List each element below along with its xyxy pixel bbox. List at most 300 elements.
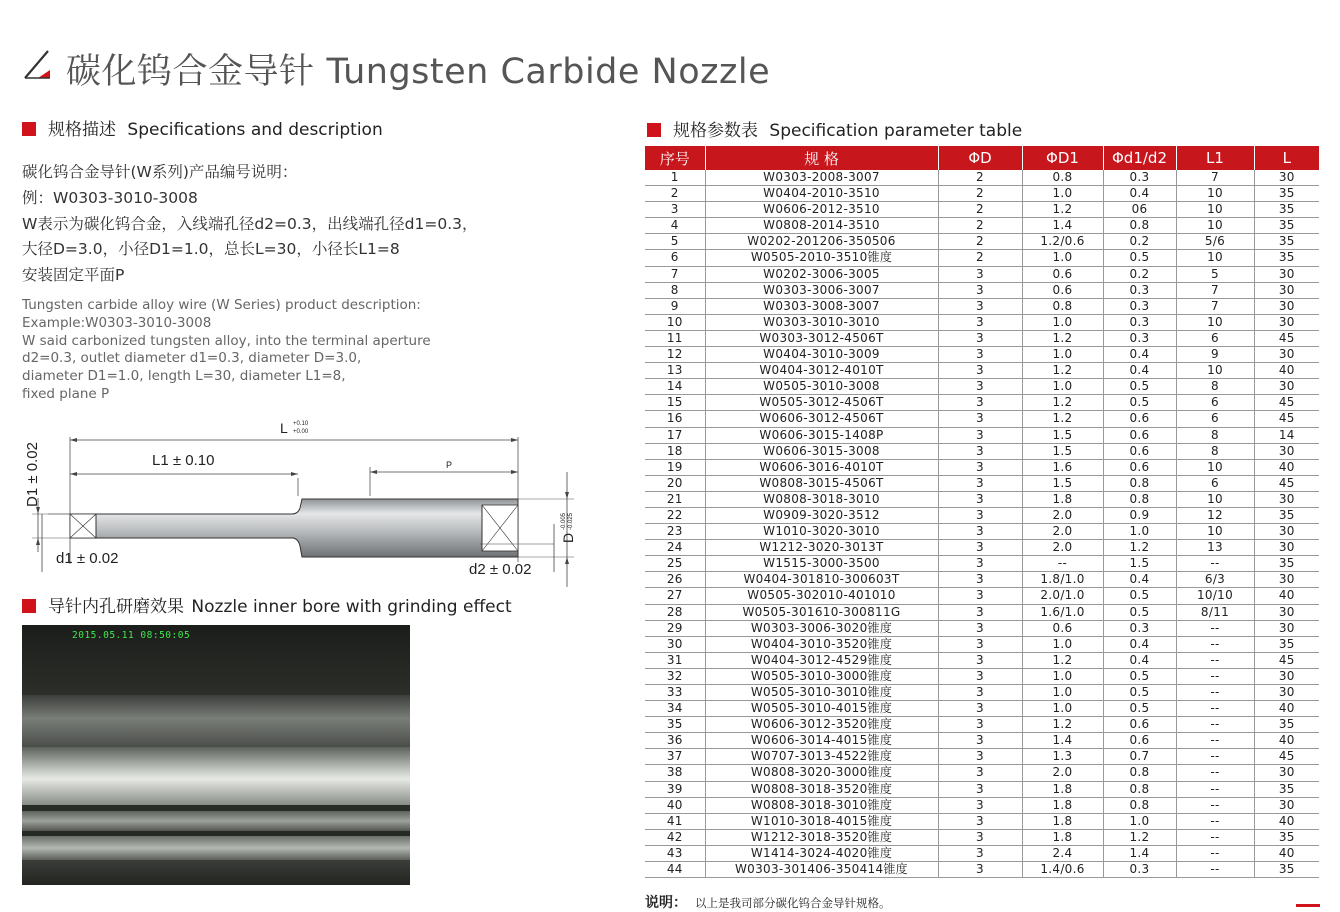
table-cell: 1.0: [1103, 524, 1176, 540]
table-cell: 30: [1254, 314, 1319, 330]
table-cell: 0.4: [1103, 572, 1176, 588]
table-cell: 3: [938, 507, 1022, 523]
table-cell: 0.4: [1103, 347, 1176, 363]
table-cell: W1414-3024-4020锥度: [705, 845, 938, 861]
table-cell: 40: [1254, 733, 1319, 749]
table-cell: 40: [1254, 845, 1319, 861]
table-cell: 18: [645, 443, 705, 459]
table-row: [645, 717, 1319, 733]
table-cell: W0404-3012-4529锥度: [705, 652, 938, 668]
table-cell: 1.6/1.0: [1022, 604, 1103, 620]
table-cell: 2: [938, 250, 1022, 266]
table-cell: 45: [1254, 411, 1319, 427]
table-cell: W0303-2008-3007: [705, 170, 938, 186]
title-logo-icon: [22, 48, 52, 80]
page-title: [66, 44, 770, 94]
table-cell: 1.4: [1022, 218, 1103, 234]
table-cell: 30: [1254, 282, 1319, 298]
table-cell: 0.3: [1103, 330, 1176, 346]
table-cell: W0404-2010-3510: [705, 186, 938, 202]
section-heading-param-table: [647, 116, 1022, 141]
table-row: [645, 733, 1319, 749]
section-heading-cn: 规格参数表: [673, 121, 758, 141]
dim-D-label: D: [560, 532, 576, 543]
table-cell: 0.6: [1103, 733, 1176, 749]
table-cell: 0.3: [1103, 862, 1176, 878]
table-row: [645, 363, 1319, 379]
table-cell: 1.0: [1022, 347, 1103, 363]
table-cell: 2.4: [1022, 845, 1103, 861]
table-cell: 10: [1176, 459, 1254, 475]
table-cell: 39: [645, 781, 705, 797]
table-cell: 38: [645, 765, 705, 781]
table-cell: 0.8: [1103, 797, 1176, 813]
column-header: L1: [1176, 146, 1254, 170]
table-cell: 3: [938, 668, 1022, 684]
table-row: [645, 604, 1319, 620]
table-cell: 2: [938, 218, 1022, 234]
table-cell: 6: [1176, 330, 1254, 346]
table-cell: W0505-2010-3510锥度: [705, 250, 938, 266]
table-cell: 35: [1254, 507, 1319, 523]
table-cell: 14: [645, 379, 705, 395]
corner-red-mark: [1296, 904, 1320, 907]
table-cell: 1.8: [1022, 491, 1103, 507]
table-row: [645, 781, 1319, 797]
dim-L-tol-lower: +0.00: [293, 429, 309, 435]
table-row: [645, 524, 1319, 540]
table-cell: 0.9: [1103, 507, 1176, 523]
description-cn-line: 例：W0303-3010-3008: [22, 188, 198, 207]
table-cell: 30: [1254, 347, 1319, 363]
section-heading-cn: 导针内孔研磨效果: [48, 597, 184, 617]
table-cell: 37: [645, 749, 705, 765]
table-cell: 30: [1254, 379, 1319, 395]
footnote-label: 说明：: [645, 895, 687, 911]
table-row: [645, 797, 1319, 813]
table-cell: 2.0: [1022, 765, 1103, 781]
table-cell: W1515-3000-3500: [705, 556, 938, 572]
dim-d1-label: d1 ± 0.02: [56, 550, 119, 567]
table-cell: 2: [938, 170, 1022, 186]
column-header: ΦD: [938, 146, 1022, 170]
table-cell: 1.0: [1103, 813, 1176, 829]
table-row: [645, 507, 1319, 523]
page-title-en: Tungsten Carbide Nozzle: [326, 52, 771, 92]
table-cell: 1.2: [1103, 540, 1176, 556]
table-cell: W1010-3020-3010: [705, 524, 938, 540]
table-cell: 30: [1254, 298, 1319, 314]
table-cell: 0.3: [1103, 314, 1176, 330]
table-cell: 0.3: [1103, 170, 1176, 186]
table-cell: 1.0: [1022, 186, 1103, 202]
table-cell: --: [1176, 749, 1254, 765]
table-cell: 3: [938, 395, 1022, 411]
table-cell: 34: [645, 701, 705, 717]
table-cell: 0.6: [1103, 411, 1176, 427]
description-cn-line: 大径D=3.0，小径D1=1.0，总长L=30，小径长L1=8: [22, 240, 400, 259]
table-row: [645, 829, 1319, 845]
table-cell: 30: [1254, 524, 1319, 540]
table-cell: 3: [938, 459, 1022, 475]
table-cell: 10: [1176, 186, 1254, 202]
description-en-line: fixed plane P: [22, 385, 110, 402]
table-cell: 5: [1176, 266, 1254, 282]
table-row: [645, 475, 1319, 491]
page-title-cn: 碳化钨合金导针: [66, 52, 315, 92]
table-cell: 17: [645, 427, 705, 443]
red-square-icon: [22, 599, 36, 613]
spec-parameter-table: [645, 146, 1319, 878]
table-cell: 9: [645, 298, 705, 314]
table-cell: --: [1022, 556, 1103, 572]
table-cell: --: [1176, 652, 1254, 668]
table-cell: 3: [938, 282, 1022, 298]
table-cell: 3: [938, 475, 1022, 491]
section-heading-en: Specifications and description: [127, 120, 383, 140]
table-cell: W0505-3010-4015锥度: [705, 701, 938, 717]
table-cell: W0808-3018-3520锥度: [705, 781, 938, 797]
table-cell: 42: [645, 829, 705, 845]
table-row: [645, 749, 1319, 765]
table-cell: 1.2/0.6: [1022, 234, 1103, 250]
table-cell: 23: [645, 524, 705, 540]
table-row: [645, 218, 1319, 234]
table-cell: --: [1176, 620, 1254, 636]
table-cell: 45: [1254, 652, 1319, 668]
table-cell: 2: [645, 186, 705, 202]
table-cell: 3: [938, 652, 1022, 668]
table-cell: 3: [938, 379, 1022, 395]
table-row: [645, 813, 1319, 829]
description-en-line: diameter D1=1.0, length L=30, diameter L1=8,: [22, 368, 346, 385]
table-cell: 8: [645, 282, 705, 298]
table-row: [645, 572, 1319, 588]
table-cell: W0505-3012-4506T: [705, 395, 938, 411]
table-cell: 3: [645, 202, 705, 218]
table-cell: 10: [1176, 218, 1254, 234]
table-cell: 10: [1176, 524, 1254, 540]
table-cell: 11: [645, 330, 705, 346]
table-cell: 1.2: [1022, 202, 1103, 218]
description-cn: [22, 160, 478, 289]
table-cell: 0.4: [1103, 363, 1176, 379]
table-row: [645, 330, 1319, 346]
table-cell: W0505-3010-3008: [705, 379, 938, 395]
dim-L1-label: L1 ± 0.10: [152, 452, 215, 469]
section-heading-en: Specification parameter table: [769, 121, 1023, 141]
table-cell: 1.6: [1022, 459, 1103, 475]
table-cell: 19: [645, 459, 705, 475]
table-cell: W0606-3012-4506T: [705, 411, 938, 427]
table-cell: 5: [645, 234, 705, 250]
column-header: 序号: [645, 146, 705, 170]
dim-L-tol-upper: +0.10: [293, 421, 309, 427]
table-cell: 24: [645, 540, 705, 556]
red-square-icon: [647, 123, 661, 137]
table-cell: 7: [645, 266, 705, 282]
table-cell: --: [1176, 845, 1254, 861]
table-cell: 45: [1254, 330, 1319, 346]
table-row: [645, 250, 1319, 266]
table-cell: 0.8: [1103, 218, 1176, 234]
description-cn-line: 安装固定平面P: [22, 266, 125, 285]
table-cell: --: [1176, 636, 1254, 652]
table-cell: 1.2: [1022, 717, 1103, 733]
table-cell: 1.8: [1022, 797, 1103, 813]
table-cell: W0606-3012-3520锥度: [705, 717, 938, 733]
table-cell: 10: [1176, 250, 1254, 266]
table-cell: W0303-3008-3007: [705, 298, 938, 314]
table-row: [645, 556, 1319, 572]
table-cell: W0303-3006-3020锥度: [705, 620, 938, 636]
table-cell: 1.0: [1022, 379, 1103, 395]
table-cell: W0909-3020-3512: [705, 507, 938, 523]
table-cell: 12: [645, 347, 705, 363]
table-cell: 1.8: [1022, 829, 1103, 845]
description-en-line: d2=0.3, outlet diameter d1=0.3, diameter D=3.0,: [22, 350, 362, 367]
table-row: [645, 411, 1319, 427]
table-cell: W0808-3018-3010锥度: [705, 797, 938, 813]
table-cell: 41: [645, 813, 705, 829]
table-cell: 1.0: [1022, 701, 1103, 717]
column-header: Φd1/d2: [1103, 146, 1176, 170]
table-cell: 3: [938, 572, 1022, 588]
table-cell: 1.2: [1103, 829, 1176, 845]
table-cell: W0808-2014-3510: [705, 218, 938, 234]
table-cell: 30: [1254, 491, 1319, 507]
table-row: [645, 170, 1319, 186]
table-cell: 6: [645, 250, 705, 266]
table-cell: 29: [645, 620, 705, 636]
table-cell: 45: [1254, 749, 1319, 765]
table-cell: 21: [645, 491, 705, 507]
table-cell: W0505-302010-401010: [705, 588, 938, 604]
table-cell: 3: [938, 411, 1022, 427]
photo-timestamp: 2015.05.11 08:50:05: [72, 630, 191, 641]
description-cn-line: W表示为碳化钨合金，入线端孔径d2=0.3，出线端孔径d1=0.3，: [22, 214, 478, 233]
column-header: ΦD1: [1022, 146, 1103, 170]
table-cell: 16: [645, 411, 705, 427]
table-cell: 32: [645, 668, 705, 684]
table-cell: 30: [1254, 685, 1319, 701]
table-cell: 3: [938, 314, 1022, 330]
table-cell: 35: [1254, 250, 1319, 266]
table-cell: 1.8/1.0: [1022, 572, 1103, 588]
table-cell: 0.4: [1103, 636, 1176, 652]
table-cell: 0.6: [1022, 282, 1103, 298]
table-cell: --: [1176, 556, 1254, 572]
table-cell: 8: [1176, 443, 1254, 459]
table-cell: 40: [1254, 459, 1319, 475]
description-en: [22, 297, 431, 404]
table-cell: 0.5: [1103, 379, 1176, 395]
table-cell: 0.2: [1103, 234, 1176, 250]
footnote-text: 以上是我司部分碳化钨合金导针规格。: [695, 896, 891, 910]
table-cell: 10: [645, 314, 705, 330]
table-cell: 1.0: [1022, 668, 1103, 684]
table-cell: 3: [938, 330, 1022, 346]
table-cell: 6: [1176, 395, 1254, 411]
table-cell: 7: [1176, 298, 1254, 314]
table-cell: W0202-3006-3005: [705, 266, 938, 282]
table-cell: 35: [1254, 234, 1319, 250]
table-cell: 3: [938, 797, 1022, 813]
table-cell: 0.6: [1103, 459, 1176, 475]
table-cell: 3: [938, 862, 1022, 878]
table-cell: 30: [1254, 443, 1319, 459]
table-cell: 6: [1176, 411, 1254, 427]
table-cell: W0404-3010-3009: [705, 347, 938, 363]
table-cell: 0.4: [1103, 186, 1176, 202]
table-cell: 20: [645, 475, 705, 491]
table-cell: W0505-3010-3000锥度: [705, 668, 938, 684]
table-row: [645, 443, 1319, 459]
table-cell: 7: [1176, 170, 1254, 186]
table-cell: 13: [645, 363, 705, 379]
table-cell: 0.6: [1022, 620, 1103, 636]
table-cell: 40: [1254, 588, 1319, 604]
table-cell: 8: [1176, 379, 1254, 395]
dim-D-tol-upper: -0.005: [561, 512, 567, 530]
table-cell: --: [1176, 733, 1254, 749]
table-cell: 10: [1176, 491, 1254, 507]
table-cell: 27: [645, 588, 705, 604]
table-cell: 0.5: [1103, 604, 1176, 620]
table-row: [645, 266, 1319, 282]
table-cell: 40: [1254, 363, 1319, 379]
table-cell: 1.5: [1022, 443, 1103, 459]
table-cell: 0.7: [1103, 749, 1176, 765]
table-cell: 0.5: [1103, 685, 1176, 701]
dim-P-label: P: [446, 460, 453, 470]
table-cell: 36: [645, 733, 705, 749]
table-cell: 25: [645, 556, 705, 572]
table-cell: 30: [1254, 668, 1319, 684]
red-square-icon: [22, 122, 36, 136]
table-cell: 3: [938, 588, 1022, 604]
table-cell: 8: [1176, 427, 1254, 443]
table-row: [645, 491, 1319, 507]
table-cell: 1.4: [1103, 845, 1176, 861]
table-cell: 30: [1254, 266, 1319, 282]
table-cell: W0404-301810-300603T: [705, 572, 938, 588]
table-cell: 13: [1176, 540, 1254, 556]
table-cell: 40: [645, 797, 705, 813]
table-cell: 6: [1176, 475, 1254, 491]
table-body: [645, 170, 1319, 878]
table-cell: 35: [1254, 781, 1319, 797]
section-heading-cn: 规格描述: [48, 120, 116, 140]
table-cell: 35: [1254, 862, 1319, 878]
table-cell: 10: [1176, 314, 1254, 330]
table-cell: 9: [1176, 347, 1254, 363]
table-cell: 0.6: [1103, 717, 1176, 733]
table-cell: 3: [938, 540, 1022, 556]
table-cell: W0303-3006-3007: [705, 282, 938, 298]
table-cell: 2.0: [1022, 540, 1103, 556]
table-cell: W0808-3015-4506T: [705, 475, 938, 491]
table-cell: --: [1176, 829, 1254, 845]
table-cell: W0606-3015-3008: [705, 443, 938, 459]
table-cell: 1.2: [1022, 411, 1103, 427]
table-cell: W0606-3014-4015锥度: [705, 733, 938, 749]
table-row: [645, 427, 1319, 443]
table-cell: 1.2: [1022, 395, 1103, 411]
table-row: [645, 186, 1319, 202]
table-cell: 45: [1254, 475, 1319, 491]
table-header-row: [645, 146, 1319, 170]
table-cell: W0303-301406-350414锥度: [705, 862, 938, 878]
table-row: [645, 862, 1319, 878]
description-en-line: W said carbonized tungsten alloy, into the terminal aperture: [22, 332, 431, 349]
table-cell: 43: [645, 845, 705, 861]
table-row: [645, 395, 1319, 411]
description-cn-line: 碳化钨合金导针(W系列)产品编号说明：: [22, 163, 298, 181]
table-cell: 0.2: [1103, 266, 1176, 282]
table-cell: 30: [1254, 797, 1319, 813]
table-cell: 1.2: [1022, 363, 1103, 379]
table-row: [645, 540, 1319, 556]
table-row: [645, 636, 1319, 652]
table-cell: 1.2: [1022, 330, 1103, 346]
table-cell: 3: [938, 604, 1022, 620]
table-cell: 30: [1254, 572, 1319, 588]
table-cell: 8/11: [1176, 604, 1254, 620]
table-cell: 22: [645, 507, 705, 523]
table-cell: 0.5: [1103, 701, 1176, 717]
table-cell: 1.5: [1022, 427, 1103, 443]
table-cell: 26: [645, 572, 705, 588]
table-cell: --: [1176, 701, 1254, 717]
table-cell: --: [1176, 797, 1254, 813]
table-cell: 2: [938, 186, 1022, 202]
table-cell: W0606-2012-3510: [705, 202, 938, 218]
table-cell: W0808-3018-3010: [705, 491, 938, 507]
table-cell: 28: [645, 604, 705, 620]
table-cell: 35: [645, 717, 705, 733]
table-cell: 3: [938, 829, 1022, 845]
table-cell: W0808-3020-3000锥度: [705, 765, 938, 781]
table-cell: 3: [938, 685, 1022, 701]
table-cell: 3: [938, 298, 1022, 314]
table-cell: 30: [1254, 765, 1319, 781]
table-cell: 2.0: [1022, 507, 1103, 523]
table-cell: 3: [938, 749, 1022, 765]
table-cell: W0404-3012-4010T: [705, 363, 938, 379]
table-cell: W1212-3018-3520锥度: [705, 829, 938, 845]
table-cell: 7: [1176, 282, 1254, 298]
table-cell: 2: [938, 202, 1022, 218]
table-cell: 30: [1254, 170, 1319, 186]
table-cell: 5/6: [1176, 234, 1254, 250]
table-cell: 6/3: [1176, 572, 1254, 588]
table-row: [645, 765, 1319, 781]
table-cell: 3: [938, 733, 1022, 749]
table-cell: 3: [938, 491, 1022, 507]
table-cell: 35: [1254, 636, 1319, 652]
table-cell: 30: [1254, 604, 1319, 620]
table-row: [645, 652, 1319, 668]
dim-D-tol-lower: -0.025: [568, 512, 574, 530]
description-en-line: Example:W0303-3010-3008: [22, 314, 212, 331]
description-en-line: Tungsten carbide alloy wire (W Series) product description:: [22, 297, 421, 313]
section-heading-spec-description: [22, 115, 383, 140]
table-cell: --: [1176, 685, 1254, 701]
table-cell: 0.5: [1103, 588, 1176, 604]
table-cell: 35: [1254, 202, 1319, 218]
table-cell: W0606-3016-4010T: [705, 459, 938, 475]
